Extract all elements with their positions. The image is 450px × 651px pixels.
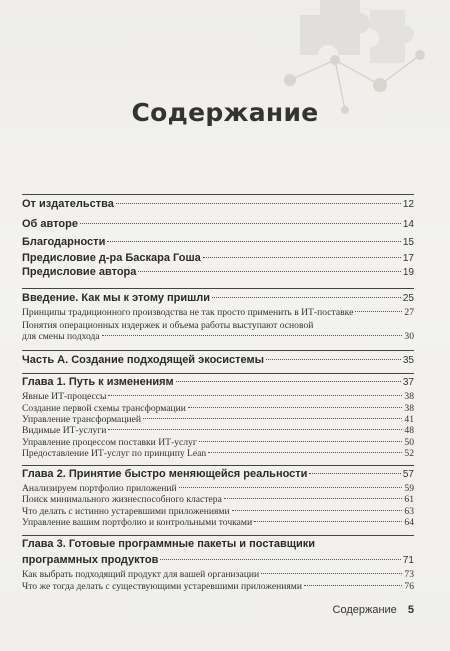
toc-entry-page: 17 <box>402 253 414 264</box>
toc-entry-page: 14 <box>402 219 414 230</box>
toc-entry-page: 64 <box>404 517 414 528</box>
toc-entry-line1[interactable]: Глава 3. Готовые программные пакеты и поставщики <box>22 538 316 550</box>
toc-entry-title: Принципы традиционного производства не так просто применить в ИТ-поставке <box>22 307 354 318</box>
toc-entry[interactable] <box>22 198 414 210</box>
toc-entry-title: Предисловие автора <box>22 266 137 278</box>
dot-leader <box>254 521 402 522</box>
dot-leader <box>355 311 402 312</box>
dot-leader <box>309 473 400 474</box>
toc-entry-title: Анализируем портфолио приложений <box>22 483 177 494</box>
toc-entry[interactable] <box>22 252 414 264</box>
toc-entry-page: 27 <box>404 307 414 318</box>
dot-leader <box>199 441 403 442</box>
page-number: 5 <box>407 604 414 616</box>
toc-entry[interactable] <box>22 292 414 304</box>
toc-entry[interactable] <box>22 376 414 388</box>
toc-entry-page: 35 <box>402 355 414 366</box>
dot-leader <box>176 381 401 382</box>
toc-subentry[interactable] <box>22 494 414 505</box>
toc-entry-page: 59 <box>404 483 414 494</box>
toc-entry-title: Создание первой схемы трансформации <box>22 403 186 414</box>
dot-leader <box>232 510 403 511</box>
toc-entry[interactable] <box>22 468 414 480</box>
toc-entry[interactable] <box>22 266 414 278</box>
dot-leader <box>179 487 403 488</box>
footer-label: Содержание <box>332 604 397 616</box>
dot-leader <box>261 573 402 574</box>
toc-entry-title: Глава 2. Принятие быстро меняющейся реальности <box>22 468 308 480</box>
toc-subentry[interactable] <box>22 506 414 517</box>
toc-entry-page: 63 <box>404 506 414 517</box>
toc-subentry[interactable] <box>22 569 414 580</box>
toc-entry-title: Глава 1. Путь к изменениям <box>22 376 174 388</box>
toc-subentry[interactable] <box>22 437 414 448</box>
dot-leader <box>116 203 401 204</box>
toc-subentry[interactable] <box>22 425 414 436</box>
toc-entry-page: 71 <box>402 555 414 566</box>
toc-entry-page: 48 <box>404 425 414 436</box>
dot-leader <box>304 585 402 586</box>
toc-entry-title: Об авторе <box>22 218 78 230</box>
toc-subentry[interactable] <box>22 517 414 528</box>
toc-entry-title: программных продуктов <box>22 554 159 566</box>
toc-entry-title: Управление процессом поставки ИТ-услуг <box>22 437 197 448</box>
toc-entry-page: 41 <box>404 414 414 425</box>
toc-subentry[interactable] <box>22 483 414 494</box>
toc-entry-title: Управление вашим портфолио и контрольными точками <box>22 517 253 528</box>
toc-entry-title: Как выбрать подходящий продукт для вашей организации <box>22 569 260 580</box>
toc-entry-page: 12 <box>402 199 414 210</box>
toc-entry-page: 50 <box>404 437 414 448</box>
divider <box>22 465 414 466</box>
dot-leader <box>102 335 403 336</box>
toc-entry-title: Часть А. Создание подходящей экосистемы <box>22 354 265 366</box>
toc-entry-title: Что делать с истинно устаревшими приложениями <box>22 506 230 517</box>
dot-leader <box>212 297 401 298</box>
dot-leader <box>224 498 403 499</box>
toc-entry[interactable] <box>22 218 414 230</box>
toc-entry-page: 76 <box>404 581 414 592</box>
dot-leader <box>208 452 402 453</box>
toc-subentry[interactable] <box>22 403 414 414</box>
toc-entry-title: Благодарности <box>22 236 106 248</box>
toc-entry-page: 38 <box>404 391 414 402</box>
page-title: Содержание <box>131 98 319 127</box>
divider <box>22 373 414 374</box>
dot-leader <box>143 418 402 419</box>
dot-leader <box>160 559 400 560</box>
toc-entry[interactable] <box>22 554 414 566</box>
toc-entry-title: Поиск минимального жизнеспособного кластера <box>22 494 222 505</box>
divider <box>22 350 414 351</box>
toc-entry-title: Видимые ИТ-услуги <box>22 425 107 436</box>
dot-leader <box>108 395 402 396</box>
dot-leader <box>108 429 402 430</box>
toc-subentry[interactable] <box>22 331 414 342</box>
dot-leader <box>266 359 401 360</box>
toc-entry-title: Что же тогда делать с существующими устаревшими приложениями <box>22 581 303 592</box>
toc-entry-title: Предоставление ИТ-услуг по принципу Lean <box>22 448 207 459</box>
toc-entry-title: От издательства <box>22 198 114 210</box>
toc-entry-page: 19 <box>402 267 414 278</box>
toc-entry-title: Предисловие д-ра Баскара Гоша <box>22 252 201 264</box>
toc-subentry[interactable] <box>22 581 414 592</box>
toc-entry-page: 61 <box>404 494 414 505</box>
toc-subentry[interactable] <box>22 448 414 459</box>
dot-leader <box>203 257 401 258</box>
toc-entry-page: 38 <box>404 403 414 414</box>
dot-leader <box>188 407 402 408</box>
divider <box>22 288 414 289</box>
toc-entry-page: 30 <box>404 331 414 342</box>
toc-subentry[interactable] <box>22 307 414 318</box>
toc-entry-page: 25 <box>402 293 414 304</box>
toc-entry-page: 57 <box>402 469 414 480</box>
toc-entry-page: 73 <box>404 569 414 580</box>
page-footer <box>333 604 414 616</box>
toc-entry-page: 15 <box>402 237 414 248</box>
toc-entry-title: Управление трансформацией <box>22 414 141 425</box>
toc-entry-page: 52 <box>404 448 414 459</box>
toc-entry[interactable] <box>22 236 414 248</box>
dot-leader <box>138 271 400 272</box>
toc-entry-title: Явные ИТ-процессы <box>22 391 107 402</box>
toc-subentry[interactable] <box>22 391 414 402</box>
toc-subentry-line1[interactable]: Понятия операционных издержек и объема работы выступают основой <box>22 320 314 331</box>
toc-entry-page: 37 <box>402 377 414 388</box>
toc-entry[interactable] <box>22 354 414 366</box>
divider <box>22 194 414 195</box>
toc-entry-title: Введение. Как мы к этому пришли <box>22 292 211 304</box>
toc-entry-title: для смены подхода <box>22 331 100 342</box>
toc-subentry[interactable] <box>22 414 414 425</box>
dot-leader <box>107 241 401 242</box>
dot-leader <box>80 223 401 224</box>
divider <box>22 535 414 536</box>
